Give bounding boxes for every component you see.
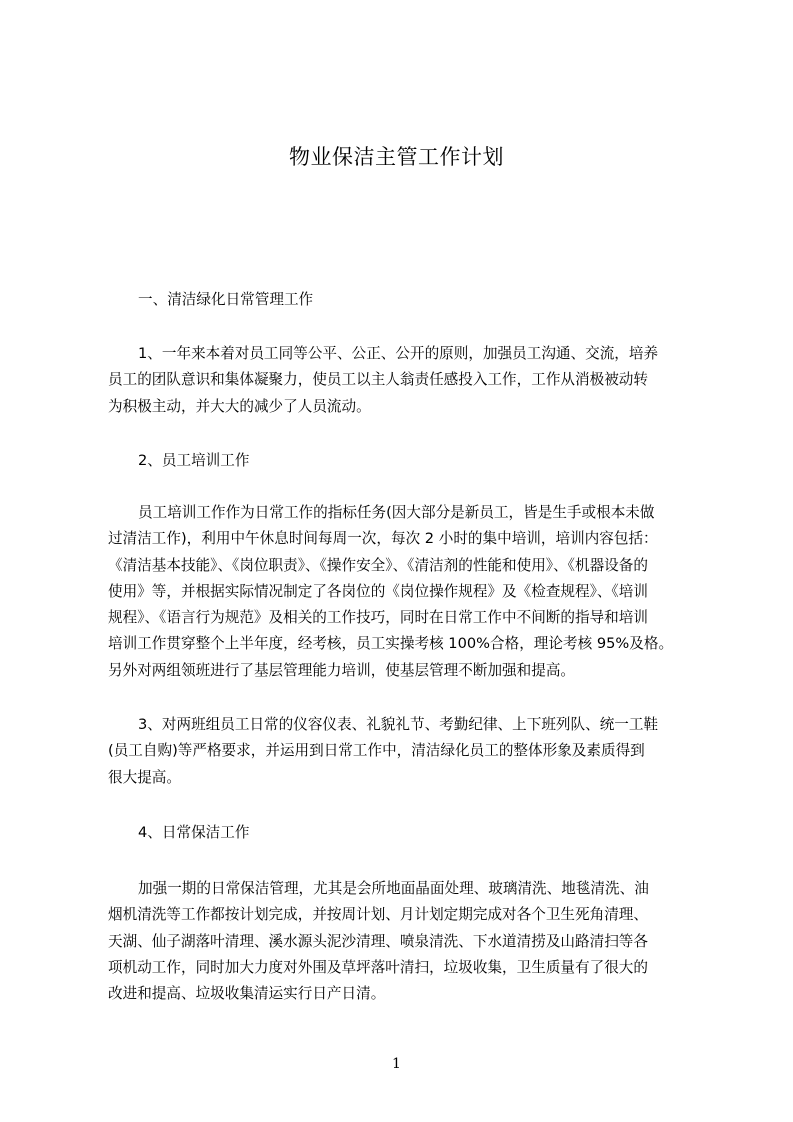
paragraph-line: 项机动工作，同时加大力度对外围及草坪落叶清扫，垃圾收集，卫生质量有了很大的: [108, 958, 648, 976]
heading-text: 一、清洁绿化日常管理工作: [138, 291, 314, 308]
paragraph-line: 为积极主动，并大大的减少了人员流动。: [108, 397, 371, 415]
paragraph-line: 《清洁基本技能》、《岗位职责》、《操作安全》、《清洁剂的性能和使用》、《机器设备的: [108, 556, 648, 574]
paragraph-line: 员工的团队意识和集体凝聚力，使员工以主人翁责任感投入工作，工作从消极被动转: [108, 371, 648, 389]
paragraph-line: (员工自购)等严格要求，并运用到日常工作中，清洁绿化员工的整体形象及素质得到: [108, 742, 645, 760]
section-heading-4: [108, 820, 712, 846]
heading-text: 4、日常保洁工作: [138, 824, 250, 841]
paragraph-line: 天湖、仙子湖落叶清理、溪水源头泥沙清理、喷泉清洗、下水道清捞及山路清扫等各: [108, 932, 648, 950]
paragraph-line: 加强一期的日常保洁管理，尤其是会所地面晶面处理、玻璃清洗、地毯清洗、油: [138, 880, 649, 897]
section-heading-1: [108, 287, 712, 313]
paragraph-line: 另外对两组领班进行了基层管理能力培训，使基层管理不断加强和提高。: [108, 661, 576, 679]
page-number: 1: [392, 1056, 401, 1072]
paragraph-line: 1、一年来本着对员工同等公平、公正、公开的原则，加强员工沟通、交流，培养: [138, 345, 659, 362]
paragraph-line: 改进和提高、垃圾收集清运实行日产日清。: [108, 985, 386, 1003]
paragraph-line: 规程》、《语言行为规范》及相关的工作技巧，同时在日常工作中不间断的指导和培训: [108, 609, 648, 627]
paragraph-3: [108, 712, 712, 791]
paragraph-line: 很大提高。: [108, 768, 181, 786]
document-title: 物业保洁主管工作计划: [289, 145, 504, 169]
paragraph-line: 烟机清洗等工作都按计划完成，并按周计划、月计划定期完成对各个卫生死角清理、: [108, 906, 648, 924]
paragraph-line: 员工培训工作作为日常工作的指标任务(因大部分是新员工，皆是生手或根本未做: [138, 504, 655, 521]
paragraph-line: 3、对两班组员工日常的仪容仪表、礼貌礼节、考勤纪律、上下班列队、统一工鞋: [138, 716, 659, 733]
paragraph-1: [108, 341, 712, 420]
paragraph-line: 使用》等，并根据实际情况制定了各岗位的《岗位操作规程》及《检查规程》、《培训: [108, 582, 648, 600]
paragraph-2: [108, 500, 712, 684]
paragraph-line: 过清洁工作)，利用中午休息时间每周一次，每次 2 小时的集中培训，培训内容包括：: [108, 530, 658, 548]
section-heading-2: [108, 448, 712, 474]
heading-text: 2、员工培训工作: [138, 452, 250, 469]
paragraph-4: [108, 876, 712, 1007]
paragraph-line: 培训工作贯穿整个上半年度，经考核，员工实操考核 100%合格，理论考核 95%及格。: [108, 635, 674, 653]
